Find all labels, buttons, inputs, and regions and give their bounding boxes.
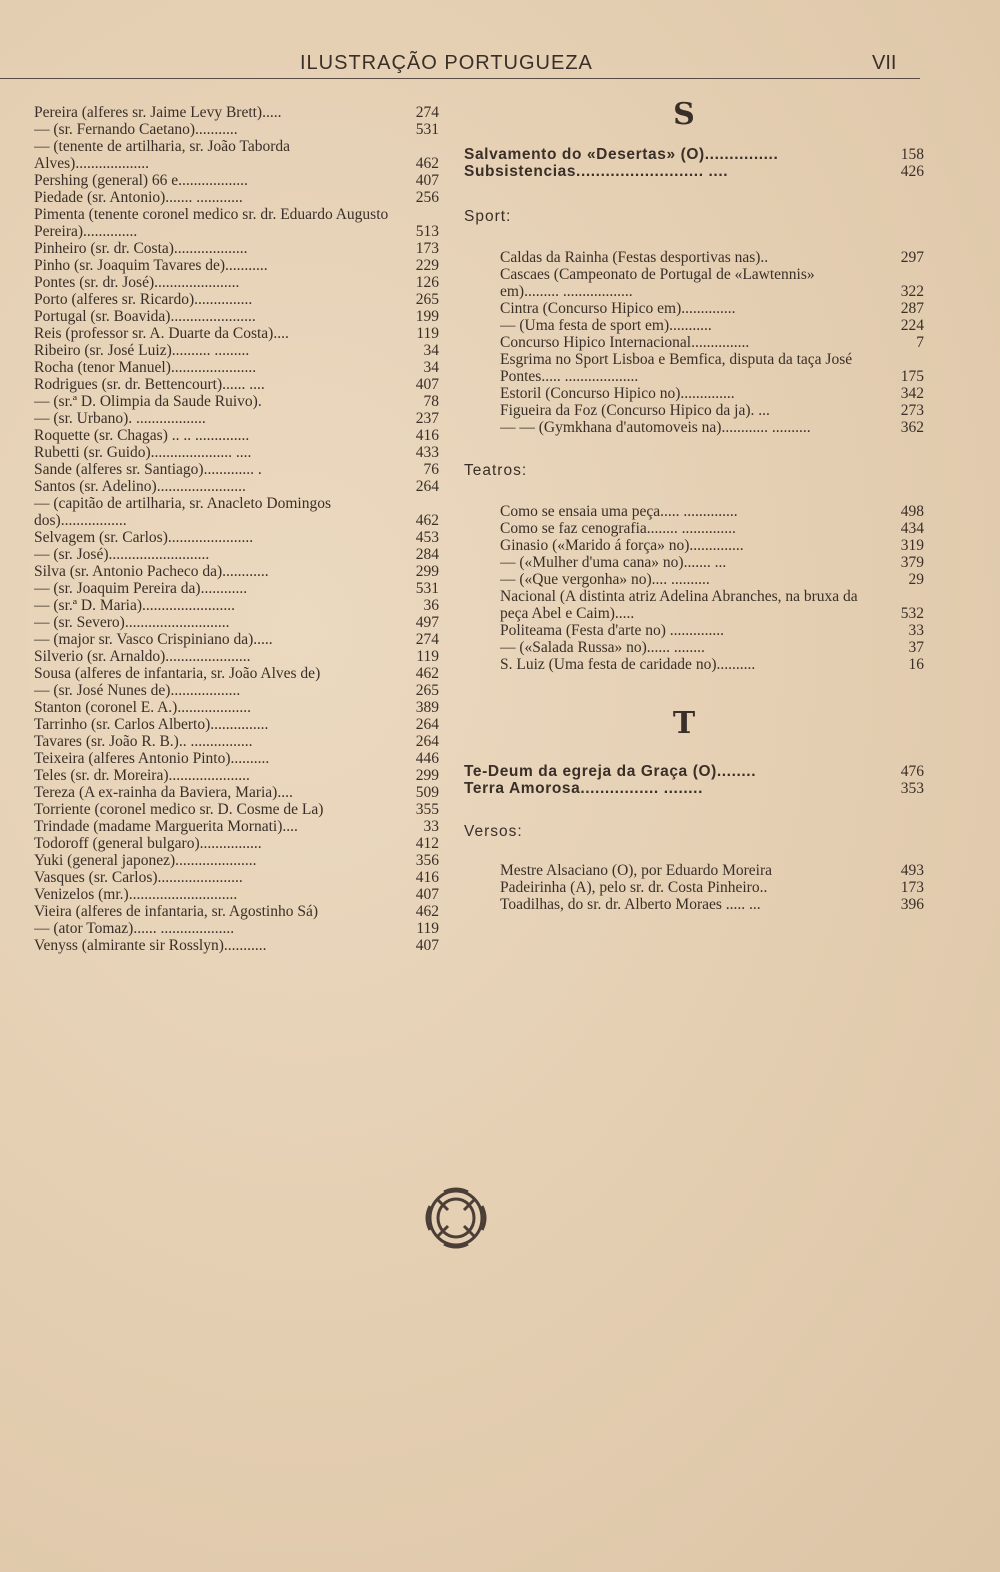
entry-page-number: 34 (423, 342, 439, 359)
index-entry (34, 121, 439, 138)
entry-page-number: 433 (415, 444, 439, 461)
entry-text: Sande (alferes sr. Santiago)............. . (34, 461, 262, 478)
index-entry (500, 622, 924, 639)
index-entry (464, 763, 924, 780)
entry-text: — (sr.ª D. Olimpia da Saude Ruivo). (34, 393, 262, 410)
page-number: VII (872, 52, 897, 74)
index-entry (34, 104, 439, 121)
entry-page-number: 229 (415, 257, 439, 274)
entry-text: Sousa (alferes de infantaria, sr. João Alves de) (34, 665, 321, 682)
index-entry (34, 597, 439, 614)
entry-text: Pinho (sr. Joaquim Tavares de)........... (34, 257, 268, 274)
entry-text: Nacional (A distinta atriz Adelina Abranches, na bruxa da peça Abel e Caim)..... (500, 588, 858, 622)
entry-page-number: 36 (423, 597, 439, 614)
entry-page-number: 119 (416, 648, 439, 665)
index-entry (34, 699, 439, 716)
index-entry (34, 750, 439, 767)
entry-text: Salvamento do «Desertas» (O)............... (464, 146, 779, 163)
entry-text: — (sr. Joaquim Pereira da)............ (34, 580, 248, 597)
index-right-column (464, 97, 924, 913)
entry-text: Tarrinho (sr. Carlos Alberto)............... (34, 716, 269, 733)
index-entry (34, 682, 439, 699)
s-entries (464, 146, 924, 180)
entry-text: Ginasio («Marido á força» no).............. (500, 537, 744, 554)
entry-page-number: 78 (423, 393, 439, 410)
entry-page-number: 412 (415, 835, 439, 852)
entry-text: Esgrima no Sport Lisboa e Bemfica, disputa da taça José Pontes..... ................... (500, 351, 853, 385)
entry-text: Tavares (sr. João R. B.).. ................ (34, 733, 253, 750)
index-entry (34, 869, 439, 886)
entry-page-number: 274 (415, 631, 439, 648)
index-entry (34, 767, 439, 784)
entry-text: Todoroff (general bulgaro)................ (34, 835, 262, 852)
entry-text: — (sr. José).......................... (34, 546, 210, 563)
entry-text: Silverio (sr. Arnaldo)...................... (34, 648, 251, 665)
entry-text: Teixeira (alferes Antonio Pinto).......... (34, 750, 270, 767)
entry-text: — (sr. Fernando Caetano)........... (34, 121, 238, 138)
entry-page-number: 299 (415, 563, 439, 580)
entry-page-number: 462 (415, 512, 439, 529)
entry-page-number: 476 (900, 763, 924, 780)
entry-text: Rodrigues (sr. dr. Bettencourt)...... .... (34, 376, 265, 393)
entry-text: Vasques (sr. Carlos)...................... (34, 869, 243, 886)
index-entry (34, 444, 439, 461)
index-entry (34, 818, 439, 835)
entry-page-number: 434 (900, 520, 924, 537)
index-entry (34, 393, 439, 410)
entry-page-number: 407 (415, 937, 439, 954)
entry-text: Pinheiro (sr. dr. Costa)................... (34, 240, 248, 257)
ornament-icon (424, 1186, 488, 1250)
entry-page-number: 158 (900, 146, 924, 163)
entry-text: Estoril (Concurso Hipico no).............. (500, 385, 735, 402)
index-entry (34, 410, 439, 427)
entry-page-number: 353 (900, 780, 924, 797)
index-entry (464, 163, 924, 180)
entry-text: — («Mulher d'uma cana» no)....... ... (500, 554, 727, 571)
index-entry (500, 588, 924, 622)
entry-text: Portugal (sr. Boavida)...................... (34, 308, 256, 325)
entry-text: Santos (sr. Adelino)....................... (34, 478, 246, 495)
index-entry (500, 862, 924, 879)
section-versos: Versos: (464, 823, 523, 840)
entry-page-number: 274 (415, 104, 439, 121)
index-entry (34, 733, 439, 750)
entry-text: Reis (professor sr. A. Duarte da Costa).... (34, 325, 289, 342)
entry-text: Teles (sr. dr. Moreira)..................... (34, 767, 250, 784)
index-entry (34, 648, 439, 665)
index-entry (500, 351, 924, 385)
index-entry (34, 172, 439, 189)
entry-page-number: 509 (415, 784, 439, 801)
entry-text: Cintra (Concurso Hipico em).............. (500, 300, 736, 317)
entry-text: Rubetti (sr. Guido)..................... .... (34, 444, 252, 461)
entry-page-number: 407 (415, 886, 439, 903)
index-entry (34, 784, 439, 801)
index-entry (500, 879, 924, 896)
entry-page-number: 426 (900, 163, 924, 180)
entry-text: Rocha (tenor Manuel)...................... (34, 359, 257, 376)
index-entry (500, 266, 924, 300)
entry-page-number: 256 (415, 189, 439, 206)
entry-text: — (sr. Urbano). .................. (34, 410, 206, 427)
index-entry (34, 427, 439, 444)
index-entry (34, 886, 439, 903)
index-entry (500, 639, 924, 656)
index-entry (34, 665, 439, 682)
entry-page-number: 273 (900, 402, 924, 419)
index-entry (34, 461, 439, 478)
entry-page-number: 173 (415, 240, 439, 257)
entry-text: — («Salada Russa» no)...... ........ (500, 639, 705, 656)
entry-text: Como se faz cenografia........ .............. (500, 520, 736, 537)
index-entry (34, 308, 439, 325)
entry-page-number: 407 (415, 376, 439, 393)
entry-page-number: 342 (900, 385, 924, 402)
entry-page-number: 513 (415, 223, 439, 240)
index-entry (464, 780, 924, 797)
letter-heading-s: S (673, 97, 695, 132)
entry-page-number: 265 (415, 682, 439, 699)
entry-text: Venizelos (mr.)............................ (34, 886, 238, 903)
index-entry (500, 402, 924, 419)
entry-page-number: 264 (415, 733, 439, 750)
entry-page-number: 33 (908, 622, 924, 639)
index-entry (500, 537, 924, 554)
entry-text: Roquette (sr. Chagas) .. .. .............. (34, 427, 250, 444)
index-entry (34, 342, 439, 359)
entry-text: — («Que vergonha» no).... .......... (500, 571, 710, 588)
index-entry (34, 257, 439, 274)
index-entry (34, 325, 439, 342)
entry-page-number: 493 (900, 862, 924, 879)
entry-page-number: 462 (415, 903, 439, 920)
entry-text: — (sr. Severo)........................... (34, 614, 230, 631)
entry-text: Concurso Hipico Internacional............... (500, 334, 750, 351)
entry-page-number: 34 (423, 359, 439, 376)
entry-page-number: 532 (900, 605, 924, 622)
entry-page-number: 299 (415, 767, 439, 784)
entry-page-number: 319 (900, 537, 924, 554)
entry-text: — (ator Tomaz)...... ................... (34, 920, 235, 937)
entry-text: — (sr. José Nunes de).................. (34, 682, 241, 699)
index-entry (34, 580, 439, 597)
index-entry (500, 571, 924, 588)
index-entry (500, 520, 924, 537)
index-entry (34, 189, 439, 206)
index-entry (34, 716, 439, 733)
entry-text: Pershing (general) 66 e.................. (34, 172, 248, 189)
index-entry (500, 656, 924, 673)
section-teatros: Teatros: (464, 462, 528, 479)
versos-entries (464, 862, 924, 913)
entry-page-number: 389 (415, 699, 439, 716)
entry-text: — (tenente de artilharia, sr. João Taborda Alves)................... (34, 138, 291, 172)
entry-text: Piedade (sr. Antonio)....... ............ (34, 189, 243, 206)
entry-text: Porto (alferes sr. Ricardo)............... (34, 291, 253, 308)
entry-page-number: 407 (415, 172, 439, 189)
running-header (0, 52, 920, 79)
entry-text: — (capitão de artilharia, sr. Anacleto Domingos dos)................. (34, 495, 331, 529)
entry-page-number: 264 (415, 478, 439, 495)
entry-page-number: 173 (900, 879, 924, 896)
entry-text: Stanton (coronel E. A.)................... (34, 699, 251, 716)
entry-text: S. Luiz (Uma festa de caridade no).......... (500, 656, 756, 673)
entry-text: Pimenta (tenente coronel medico sr. dr. Eduardo Augusto Pereira).............. (34, 206, 389, 240)
entry-page-number: 265 (415, 291, 439, 308)
index-entry (34, 291, 439, 308)
entry-text: Vieira (alferes de infantaria, sr. Agostinho Sá) (34, 903, 319, 920)
entry-page-number: 416 (415, 869, 439, 886)
entry-text: — (major sr. Vasco Crispiniano da)..... (34, 631, 273, 648)
entry-page-number: 462 (415, 155, 439, 172)
entry-text: Subsistencias.......................... .... (464, 163, 729, 180)
entry-page-number: 7 (916, 334, 924, 351)
teatros-entries (464, 503, 924, 673)
index-entry (500, 300, 924, 317)
entry-text: Padeirinha (A), pelo sr. dr. Costa Pinheiro.. (500, 879, 768, 896)
index-entry (34, 937, 439, 954)
index-entry (500, 503, 924, 520)
index-entry (500, 419, 924, 436)
letter-heading-t: T (672, 706, 696, 741)
entry-page-number: 362 (900, 419, 924, 436)
entry-page-number: 175 (900, 368, 924, 385)
entry-text: Te-Deum da egreja da Graça (O)........ (464, 763, 757, 780)
index-entry (34, 835, 439, 852)
sport-entries (464, 249, 924, 436)
entry-text: Pereira (alferes sr. Jaime Levy Brett)..... (34, 104, 282, 121)
index-entry (500, 249, 924, 266)
entry-text: Selvagem (sr. Carlos)...................... (34, 529, 254, 546)
entry-page-number: 453 (415, 529, 439, 546)
entry-page-number: 322 (900, 283, 924, 300)
index-entry (34, 631, 439, 648)
entry-text: Cascaes (Campeonato de Portugal de «Lawtennis» em)......... .................. (500, 266, 815, 300)
entry-page-number: 16 (908, 656, 924, 673)
entry-page-number: 498 (900, 503, 924, 520)
entry-page-number: 379 (900, 554, 924, 571)
entry-page-number: 284 (415, 546, 439, 563)
entry-page-number: 355 (415, 801, 439, 818)
entry-text: Torriente (coronel medico sr. D. Cosme de La) (34, 801, 324, 818)
entry-page-number: 531 (415, 580, 439, 597)
entry-page-number: 446 (415, 750, 439, 767)
entry-text: Como se ensaia uma peça..... .............. (500, 503, 738, 520)
entry-text: Mestre Alsaciano (O), por Eduardo Moreira (500, 862, 773, 879)
entry-page-number: 497 (415, 614, 439, 631)
entry-text: Pontes (sr. dr. José)...................... (34, 274, 240, 291)
index-entry (34, 563, 439, 580)
entry-page-number: 76 (423, 461, 439, 478)
index-entry (34, 529, 439, 546)
index-entry (34, 801, 439, 818)
entry-text: Venyss (almirante sir Rosslyn)........... (34, 937, 267, 954)
entry-text: — — (Gymkhana d'automoveis na)............ .......... (500, 419, 811, 436)
entry-page-number: 33 (423, 818, 439, 835)
entry-page-number: 119 (416, 920, 439, 937)
index-entry (34, 376, 439, 393)
entry-text: Silva (sr. Antonio Pacheco da)............ (34, 563, 269, 580)
index-entry (34, 274, 439, 291)
section-sport: Sport: (464, 208, 512, 225)
journal-title: ILUSTRAÇÃO PORTUGUEZA (300, 52, 593, 74)
entry-text: Toadilhas, do sr. dr. Alberto Moraes ..... ... (500, 896, 761, 913)
entry-page-number: 29 (908, 571, 924, 588)
entry-text: Politeama (Festa d'arte no) .............. (500, 622, 725, 639)
index-entry (34, 920, 439, 937)
index-entry (34, 138, 439, 172)
index-entry (34, 546, 439, 563)
entry-text: Tereza (A ex-rainha da Baviera, Maria).... (34, 784, 293, 801)
entry-page-number: 264 (415, 716, 439, 733)
entry-page-number: 237 (415, 410, 439, 427)
index-entry (34, 903, 439, 920)
index-entry (500, 896, 924, 913)
index-entry (500, 317, 924, 334)
index-entry (34, 478, 439, 495)
entry-page-number: 297 (900, 249, 924, 266)
index-left-column (34, 104, 439, 954)
entry-page-number: 531 (415, 121, 439, 138)
entry-text: — (Uma festa de sport em)........... (500, 317, 712, 334)
entry-page-number: 416 (415, 427, 439, 444)
entry-page-number: 356 (415, 852, 439, 869)
index-entry (34, 240, 439, 257)
index-entry (34, 206, 439, 240)
entry-text: Yuki (general japonez)..................... (34, 852, 257, 869)
entry-text: — (sr.ª D. Maria)........................ (34, 597, 236, 614)
entry-text: Ribeiro (sr. José Luiz).......... ......... (34, 342, 250, 359)
entry-page-number: 287 (900, 300, 924, 317)
index-entry (464, 146, 924, 163)
index-entry (34, 852, 439, 869)
index-entry (500, 385, 924, 402)
entry-page-number: 126 (415, 274, 439, 291)
index-entry (500, 334, 924, 351)
index-entry (500, 554, 924, 571)
t-entries (464, 763, 924, 797)
index-entry (34, 359, 439, 376)
entry-page-number: 199 (415, 308, 439, 325)
entry-page-number: 396 (900, 896, 924, 913)
index-entry (34, 495, 439, 529)
entry-text: Figueira da Foz (Concurso Hipico da ja). ... (500, 402, 770, 419)
entry-text: Caldas da Rainha (Festas desportivas nas).. (500, 249, 769, 266)
entry-page-number: 37 (908, 639, 924, 656)
entry-text: Terra Amorosa................ ........ (464, 780, 703, 797)
entry-text: Trindade (madame Marguerita Mornati).... (34, 818, 298, 835)
index-entry (34, 614, 439, 631)
entry-page-number: 224 (900, 317, 924, 334)
entry-page-number: 119 (416, 325, 439, 342)
entry-page-number: 462 (415, 665, 439, 682)
